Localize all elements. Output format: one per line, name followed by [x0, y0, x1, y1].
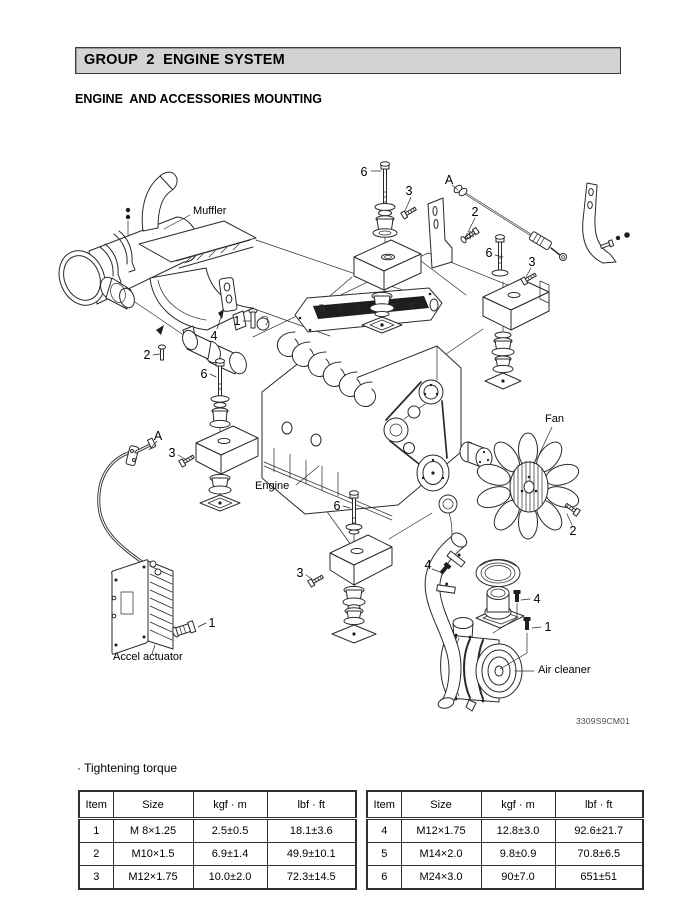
torque-heading: · Tightening torque — [77, 761, 178, 775]
table-header-kgfm: kgf · m — [481, 791, 555, 819]
table-cell: 4 — [367, 819, 401, 843]
figure-code: 3309S9CM01 — [576, 716, 630, 726]
callout-6: 6 — [200, 366, 208, 381]
table-row — [79, 843, 356, 866]
table-row — [79, 819, 356, 843]
shield-bolt-and-hook — [249, 309, 269, 330]
torque-table — [366, 790, 644, 890]
callout-1: 1 — [208, 615, 216, 630]
fan-illustration — [460, 433, 581, 539]
part-label-fan: Fan — [545, 413, 564, 425]
table-cell: M12×1.75 — [113, 866, 193, 890]
air-cleaner-illustration — [425, 530, 530, 711]
page-title: ENGINE AND ACCESSORIES MOUNTING — [75, 92, 323, 106]
callout-3: 3 — [528, 254, 536, 269]
table-cell: 49.9±10.1 — [267, 843, 356, 866]
banjo-bolt — [171, 621, 195, 638]
engine-illustration — [262, 288, 461, 537]
callout-4: 4 — [424, 557, 432, 572]
engine-mount-mid-left — [179, 359, 258, 511]
table-cell: 1 — [79, 819, 113, 843]
table-cell: 72.3±14.5 — [267, 866, 356, 890]
callout-1: 1 — [544, 619, 552, 634]
torque-table — [78, 790, 357, 890]
torque-table-right — [366, 790, 644, 890]
section-header-title: GROUP 2 ENGINE SYSTEM — [84, 52, 285, 68]
table-cell: 12.8±3.0 — [481, 819, 555, 843]
callout-4: 4 — [210, 328, 218, 343]
part-label-accel-actuator: Accel actuator — [113, 651, 183, 663]
callout-3: 3 — [405, 183, 413, 198]
callout-6: 6 — [333, 498, 341, 513]
table-cell: 10.0±2.0 — [193, 866, 267, 890]
table-cell: 5 — [367, 843, 401, 866]
table-row — [367, 819, 643, 843]
table-cell: 2 — [79, 843, 113, 866]
torque-table-left — [78, 790, 357, 890]
table-cell: 9.8±0.9 — [481, 843, 555, 866]
table-cell: 18.1±3.6 — [267, 819, 356, 843]
ref-label-a-top: A — [444, 172, 454, 187]
callout-3: 3 — [168, 445, 176, 460]
table-row — [79, 866, 356, 890]
table-header-lbfft: lbf · ft — [555, 791, 643, 819]
part-label-engine: Engine — [255, 480, 290, 492]
table-cell: 651±51 — [555, 866, 643, 890]
part-label-muffler: Muffler — [193, 205, 227, 217]
engine-mount-bottom-center — [308, 491, 392, 643]
table-header-lbfft: lbf · ft — [267, 791, 356, 819]
callout-2: 2 — [471, 204, 479, 219]
table-cell: M14×2.0 — [401, 843, 481, 866]
shield-screw — [159, 345, 166, 360]
table-cell: M 8×1.25 — [113, 819, 193, 843]
table-header-item: Item — [367, 791, 401, 819]
part-label-air-cleaner: Air cleaner — [538, 664, 591, 676]
table-cell: 6.9±1.4 — [193, 843, 267, 866]
table-header-size: Size — [401, 791, 481, 819]
engine-mount-top-right — [483, 235, 549, 389]
callout-1: 1 — [233, 313, 241, 328]
table-header-item: Item — [79, 791, 113, 819]
table-cell: M10×1.5 — [113, 843, 193, 866]
ref-label-a-left: A — [153, 428, 163, 443]
table-cell: 3 — [79, 866, 113, 890]
table-header-size: Size — [113, 791, 193, 819]
callout-2: 2 — [143, 347, 151, 362]
table-cell: M12×1.75 — [401, 819, 481, 843]
table-cell: M24×3.0 — [401, 866, 481, 890]
table-header-kgfm: kgf · m — [193, 791, 267, 819]
table-cell: 92.6±21.7 — [555, 819, 643, 843]
callout-2: 2 — [569, 523, 577, 538]
accel-actuator-illustration — [112, 560, 196, 655]
table-cell: 2.5±0.5 — [193, 819, 267, 843]
table-cell: 70.8±6.5 — [555, 843, 643, 866]
table-row — [367, 866, 643, 890]
callout-4: 4 — [533, 591, 541, 606]
callout-3: 3 — [296, 565, 304, 580]
callout-6: 6 — [360, 164, 368, 179]
table-row — [367, 843, 643, 866]
table-cell: 90±7.0 — [481, 866, 555, 890]
accel-cable — [99, 438, 156, 562]
table-cell: 6 — [367, 866, 401, 890]
callout-6: 6 — [485, 245, 493, 260]
